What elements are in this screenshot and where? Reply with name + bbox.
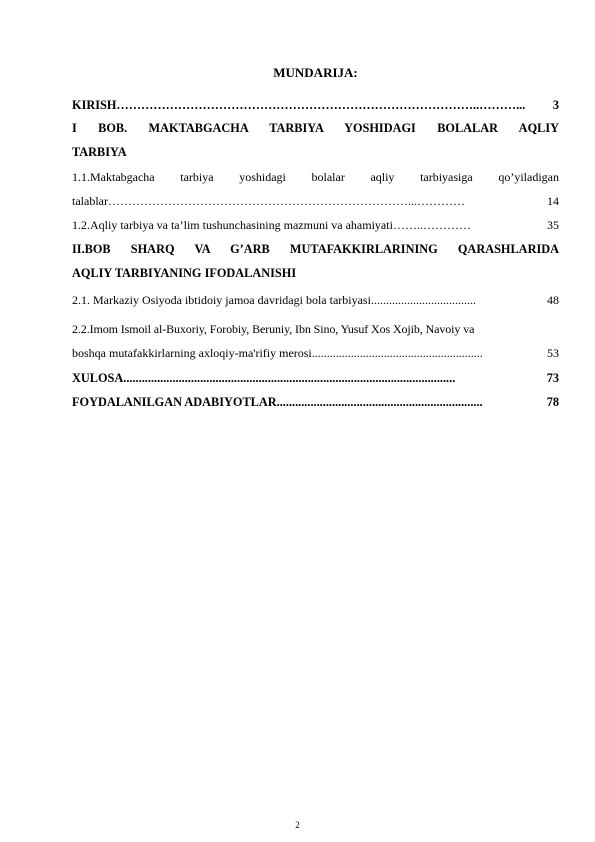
toc-leader-dots: ……..………… xyxy=(392,218,471,232)
toc-page-number: 73 xyxy=(546,371,559,385)
toc-page-number: 14 xyxy=(547,194,559,208)
toc-section-2-2-line1: 2.2.Imom Ismoil al-Buxoriy, Forobiy, Beruniy, Ibn Sino, Yusuf Xos Xojib, Navoiy va xyxy=(72,322,475,336)
toc-leader-dots: ................................................................... xyxy=(276,395,483,409)
toc-page-number: 35 xyxy=(547,218,559,232)
toc-label: 2.1. Markaziy Osiyoda ibtidoiy jamoa davridagi bola tarbiyasi xyxy=(72,293,371,307)
toc-leader-dots: ................................... xyxy=(370,293,476,307)
toc-chapter-1-heading-line1: I BOB. MAKTABGACHA TARBIYA YOSHIDAGI BOLALAR AQLIY xyxy=(72,121,559,135)
toc-label: XULOSA xyxy=(72,371,124,385)
toc-page-number: 53 xyxy=(547,346,559,360)
page-number: 2 xyxy=(295,820,300,830)
toc-section-2-1 xyxy=(72,291,559,309)
toc-chapter-2-heading-line1: II.BOB SHARQ VA G’ARB MUTAFAKKIRLARINING QARASHLARIDA xyxy=(72,242,559,256)
toc-chapter-1-heading-line2: TARBIYA xyxy=(72,145,127,159)
toc-label: FOYDALANILGAN ADABIYOTLAR xyxy=(72,395,277,409)
toc-leader-dots: ……………………………………………………………………………..………... xyxy=(116,98,526,112)
toc-label: KIRISH xyxy=(72,98,117,112)
table-of-contents xyxy=(72,0,559,842)
toc-label: 1.2.Aqliy tarbiya va ta’lim tushunchasining mazmuni va ahamiyati xyxy=(72,218,393,232)
toc-page-number: 48 xyxy=(547,293,559,307)
toc-entry-adabiyotlar xyxy=(72,393,559,411)
toc-leader-dots: ......................................................... xyxy=(311,346,483,360)
toc-page-number: 3 xyxy=(552,98,559,112)
toc-section-1-1-line1: 1.1.Maktabgacha tarbiya yoshidagi bolalar aqliy tarbiyasiga qo’yiladigan xyxy=(72,170,559,184)
toc-entry-kirish xyxy=(72,96,559,114)
toc-label: boshqa mutafakkirlarning axloqiy-ma'rifiy merosi xyxy=(72,346,312,360)
toc-leader-dots: …………………………………………………………………...………… xyxy=(107,194,465,208)
page-title: MUNDARIJA: xyxy=(273,65,358,80)
toc-section-1-2 xyxy=(72,216,559,234)
toc-section-1-1-line2 xyxy=(72,192,559,210)
toc-label: talablar xyxy=(72,194,108,208)
toc-page-number: 78 xyxy=(546,395,559,409)
toc-entry-xulosa xyxy=(72,369,559,387)
toc-chapter-2-heading-line2: AQLIY TARBIYANING IFODALANISHI xyxy=(72,266,297,280)
toc-section-2-2-line2 xyxy=(72,344,559,362)
toc-leader-dots: ............................................................................................................ xyxy=(123,371,456,385)
